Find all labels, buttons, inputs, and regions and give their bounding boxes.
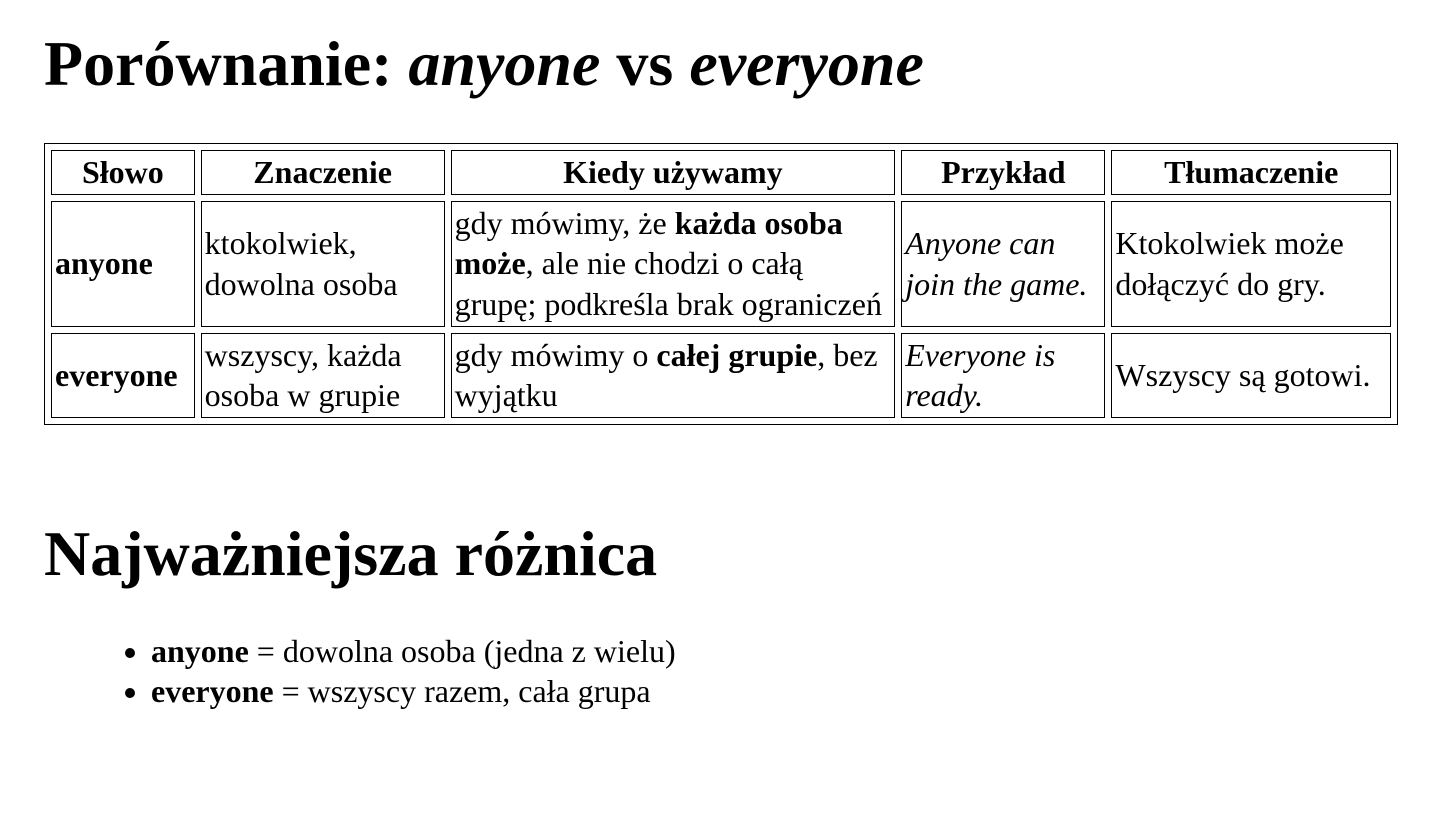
header-meaning: Znaczenie bbox=[201, 150, 445, 195]
meaning-cell: ktokolwiek, dowolna osoba bbox=[201, 201, 445, 327]
when-text-bold: całej grupie bbox=[656, 336, 818, 373]
list-item-term: everyone bbox=[151, 673, 274, 710]
meaning-cell: wszyscy, każda osoba w grupie bbox=[201, 333, 445, 418]
title-word-everyone: everyone bbox=[689, 28, 924, 99]
list-item bbox=[151, 671, 1402, 712]
list-item-definition: = wszyscy razem, cała grupa bbox=[273, 673, 651, 710]
word-cell: anyone bbox=[51, 201, 195, 327]
list-item bbox=[151, 631, 1402, 672]
when-used-cell bbox=[451, 201, 896, 327]
when-text-after: , bez wyjątku bbox=[454, 336, 878, 414]
when-used-cell bbox=[451, 333, 896, 418]
when-text-before: gdy mówimy, że bbox=[454, 204, 675, 241]
table-header-row bbox=[51, 150, 1391, 195]
list-item-definition: = dowolna osoba (jedna z wielu) bbox=[248, 632, 676, 669]
word-cell: everyone bbox=[51, 333, 195, 418]
table-row bbox=[51, 201, 1391, 327]
title-word-anyone: anyone bbox=[408, 28, 601, 99]
translation-cell: Wszyscy są gotowi. bbox=[1111, 333, 1391, 418]
example-cell: Everyone is ready. bbox=[901, 333, 1105, 418]
translation-cell: Ktokolwiek może dołączyć do gry. bbox=[1111, 201, 1391, 327]
section-title: Najważniejsza różnica bbox=[44, 517, 658, 589]
list-item-term: anyone bbox=[151, 632, 249, 669]
title-middle: vs bbox=[600, 28, 690, 99]
page-title bbox=[44, 27, 1402, 105]
header-example: Przykład bbox=[901, 150, 1105, 195]
difference-list bbox=[44, 631, 1402, 712]
table-row bbox=[51, 333, 1391, 418]
title-prefix: Porównanie: bbox=[44, 28, 409, 99]
when-text-before: gdy mówimy o bbox=[454, 336, 657, 373]
header-word: Słowo bbox=[51, 150, 195, 195]
when-text-bold: każda osoba może bbox=[454, 204, 843, 282]
header-when-used: Kiedy używamy bbox=[451, 150, 896, 195]
example-cell: Anyone can join the game. bbox=[901, 201, 1105, 327]
comparison-table bbox=[44, 143, 1398, 425]
when-text-after: , ale nie chodzi o całą grupę; podkreśla brak ograniczeń bbox=[454, 245, 882, 322]
header-translation: Tłumaczenie bbox=[1111, 150, 1391, 195]
